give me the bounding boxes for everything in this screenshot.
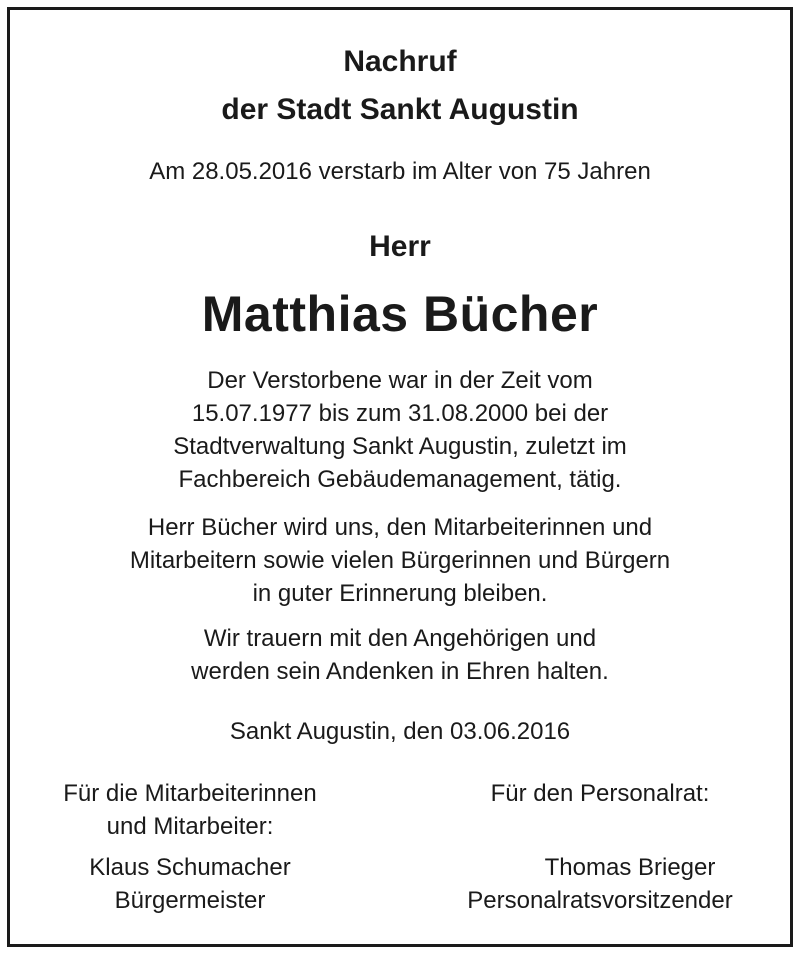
signature-left-name: Klaus Schumacher (89, 854, 291, 881)
paragraph2-line: Herr Bücher wird uns, den Mitarbeiterinnen und (147, 514, 653, 541)
intro-text: Am 28.05.2016 verstarb im Alter von 75 Jahren (149, 158, 651, 185)
signature-right-label: Für den Personalrat: (490, 780, 710, 807)
signature-right-name: Thomas Brieger (544, 854, 716, 881)
paragraph1-line: 15.07.1977 bis zum 31.08.2000 bei der (191, 400, 609, 427)
paragraph3-line: werden sein Andenken in Ehren halten. (191, 658, 609, 685)
paragraph3-line: Wir trauern mit den Angehörigen und (203, 625, 597, 652)
heading-line-1: Nachruf (343, 45, 457, 78)
salutation: Herr (369, 230, 431, 263)
place-date: Sankt Augustin, den 03.06.2016 (229, 718, 571, 745)
signature-right-role: Personalratsvorsitzender (467, 887, 733, 914)
paragraph2-line: Mitarbeitern sowie vielen Bürgerinnen und Bürgern (129, 547, 671, 574)
paragraph1-line: Fachbereich Gebäudemanagement, tätig. (178, 466, 622, 493)
paragraph2-line: in guter Erinnerung bleiben. (252, 580, 548, 607)
signature-left-label-2: und Mitarbeiter: (106, 813, 274, 840)
paragraph1-line: Stadtverwaltung Sankt Augustin, zuletzt im (173, 433, 627, 460)
signature-left-role: Bürgermeister (114, 887, 266, 914)
signature-left-label-1: Für die Mitarbeiterinnen (63, 780, 317, 807)
paragraph1-line: Der Verstorbene war in der Zeit vom (207, 367, 593, 394)
heading-line-2: der Stadt Sankt Augustin (221, 93, 579, 126)
deceased-name: Matthias Bücher (201, 286, 599, 342)
